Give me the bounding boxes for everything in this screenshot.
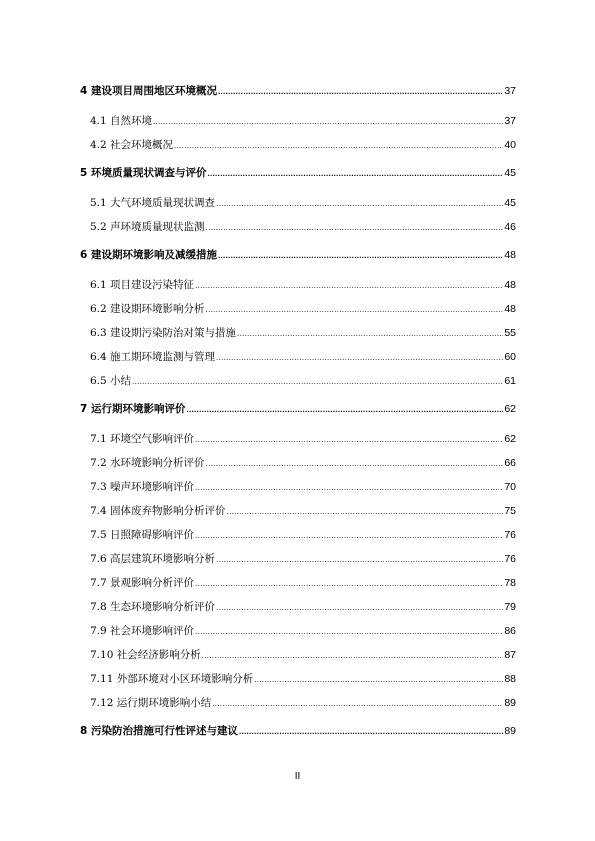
toc-entry-label: 5.2 声环境质量现状监测 xyxy=(90,221,205,233)
dot-leader xyxy=(216,197,503,211)
toc-entry[interactable] xyxy=(80,402,516,417)
toc-entry-label: 7.11 外部环境对小区环境影响分析 xyxy=(90,673,254,685)
toc-entry[interactable] xyxy=(80,220,516,235)
dot-leader xyxy=(195,279,503,293)
toc-entry-label: 7.1 环境空气影响评价 xyxy=(90,433,195,445)
toc-entry-label: 4 建设项目周围地区环境概况 xyxy=(80,85,217,97)
dot-leader xyxy=(216,601,503,615)
dot-leader xyxy=(239,725,503,739)
toc-entry[interactable] xyxy=(80,302,516,317)
toc-entry-page: 61 xyxy=(504,375,516,387)
toc-entry-label: 7.10 社会经济影响分析 xyxy=(90,649,201,661)
toc-entry-label: 6.2 建设期环境影响分析 xyxy=(90,303,205,315)
dot-leader xyxy=(186,403,503,417)
toc-entry-label: 7.7 景观影响分析评价 xyxy=(90,577,195,589)
dot-leader xyxy=(227,505,504,519)
toc-entry[interactable] xyxy=(80,480,516,495)
toc-entry-label: 5.1 大气环境质量现状调查 xyxy=(90,197,216,209)
toc-entry-page: 62 xyxy=(504,433,516,445)
toc-entry[interactable] xyxy=(80,600,516,615)
toc-entry[interactable] xyxy=(80,672,516,687)
toc-entry-label: 6.1 项目建设污染特征 xyxy=(90,279,195,291)
dot-leader xyxy=(216,351,503,365)
toc-entry-page: 48 xyxy=(504,249,516,261)
toc-entry-label: 7.9 社会环境影响评价 xyxy=(90,625,195,637)
toc-entry[interactable] xyxy=(80,576,516,591)
dot-leader xyxy=(132,375,503,389)
toc-entry[interactable] xyxy=(80,696,516,711)
toc-entry-label: 7.4 固体废弃物影响分析评价 xyxy=(90,505,226,517)
toc-entry-label: 7.8 生态环境影响分析评价 xyxy=(90,601,216,613)
page-number: II xyxy=(294,771,301,782)
toc-entry-label: 7.2 水环境影响分析评价 xyxy=(90,457,205,469)
toc-entry-label: 6.3 建设期污染防治对策与措施 xyxy=(90,327,237,339)
table-of-contents xyxy=(80,84,516,739)
toc-entry-page: 55 xyxy=(504,327,516,339)
dot-leader xyxy=(237,327,503,341)
toc-entry[interactable] xyxy=(80,278,516,293)
toc-entry-page: 48 xyxy=(504,279,516,291)
toc-entry-label: 4.1 自然环境 xyxy=(90,115,153,127)
toc-entry[interactable] xyxy=(80,114,516,129)
toc-entry[interactable] xyxy=(80,432,516,447)
toc-entry-label: 7 运行期环境影响评价 xyxy=(80,403,186,415)
toc-entry-page: 37 xyxy=(504,85,516,97)
dot-leader xyxy=(218,249,503,263)
toc-entry-page: 70 xyxy=(504,481,516,493)
dot-leader xyxy=(174,139,503,153)
toc-entry-label: 4.2 社会环境概况 xyxy=(90,139,174,151)
toc-entry[interactable] xyxy=(80,504,516,519)
toc-entry[interactable] xyxy=(80,552,516,567)
dot-leader xyxy=(212,697,503,711)
toc-entry[interactable] xyxy=(80,248,516,263)
toc-entry-page: 66 xyxy=(504,457,516,469)
toc-entry-page: 76 xyxy=(504,529,516,541)
dot-leader xyxy=(218,85,503,99)
toc-entry-label: 5 环境质量现状调查与评价 xyxy=(80,167,207,179)
toc-entry[interactable] xyxy=(80,724,516,739)
toc-entry[interactable] xyxy=(80,326,516,341)
dot-leader xyxy=(195,625,503,639)
dot-leader xyxy=(153,115,503,129)
toc-entry-page: 89 xyxy=(504,725,516,737)
toc-entry-label: 6.5 小结 xyxy=(90,375,132,387)
dot-leader xyxy=(195,481,503,495)
toc-entry-page: 89 xyxy=(504,697,516,709)
toc-entry[interactable] xyxy=(80,624,516,639)
toc-entry[interactable] xyxy=(80,196,516,211)
dot-leader xyxy=(254,673,503,687)
toc-entry-label: 6 建设期环境影响及减缓措施 xyxy=(80,249,217,261)
toc-entry[interactable] xyxy=(80,350,516,365)
toc-entry-label: 7.5 日照障碍影响评价 xyxy=(90,529,195,541)
toc-entry-page: 40 xyxy=(504,139,516,151)
toc-entry-page: 86 xyxy=(504,625,516,637)
toc-entry[interactable] xyxy=(80,138,516,153)
toc-entry[interactable] xyxy=(80,528,516,543)
dot-leader xyxy=(206,303,504,317)
toc-entry-page: 60 xyxy=(504,351,516,363)
dot-leader xyxy=(202,649,504,663)
toc-entry-page: 75 xyxy=(504,505,516,517)
toc-entry-page: 78 xyxy=(504,577,516,589)
toc-entry-page: 48 xyxy=(504,303,516,315)
dot-leader xyxy=(195,577,503,591)
toc-entry-label: 8 污染防治措施可行性评述与建议 xyxy=(80,725,238,737)
toc-entry[interactable] xyxy=(80,648,516,663)
toc-entry-page: 62 xyxy=(504,403,516,415)
toc-entry[interactable] xyxy=(80,84,516,99)
toc-entry-label: 7.12 运行期环境影响小结 xyxy=(90,697,212,709)
toc-entry-page: 45 xyxy=(504,197,516,209)
toc-entry-page: 88 xyxy=(504,673,516,685)
dot-leader xyxy=(206,457,504,471)
toc-entry-page: 76 xyxy=(504,553,516,565)
toc-entry[interactable] xyxy=(80,456,516,471)
toc-entry[interactable] xyxy=(80,166,516,181)
toc-entry-page: 37 xyxy=(504,115,516,127)
dot-leader xyxy=(216,553,503,567)
toc-entry-page: 46 xyxy=(504,221,516,233)
toc-entry-label: 7.3 噪声环境影响评价 xyxy=(90,481,195,493)
toc-entry-page: 79 xyxy=(504,601,516,613)
dot-leader xyxy=(207,167,503,181)
toc-entry[interactable] xyxy=(80,374,516,389)
toc-entry-page: 45 xyxy=(504,167,516,179)
toc-entry-page: 87 xyxy=(504,649,516,661)
toc-entry-label: 6.4 施工期环境监测与管理 xyxy=(90,351,216,363)
dot-leader xyxy=(195,529,503,543)
dot-leader xyxy=(206,221,504,235)
toc-entry-label: 7.6 高层建筑环境影响分析 xyxy=(90,553,216,565)
dot-leader xyxy=(195,433,503,447)
